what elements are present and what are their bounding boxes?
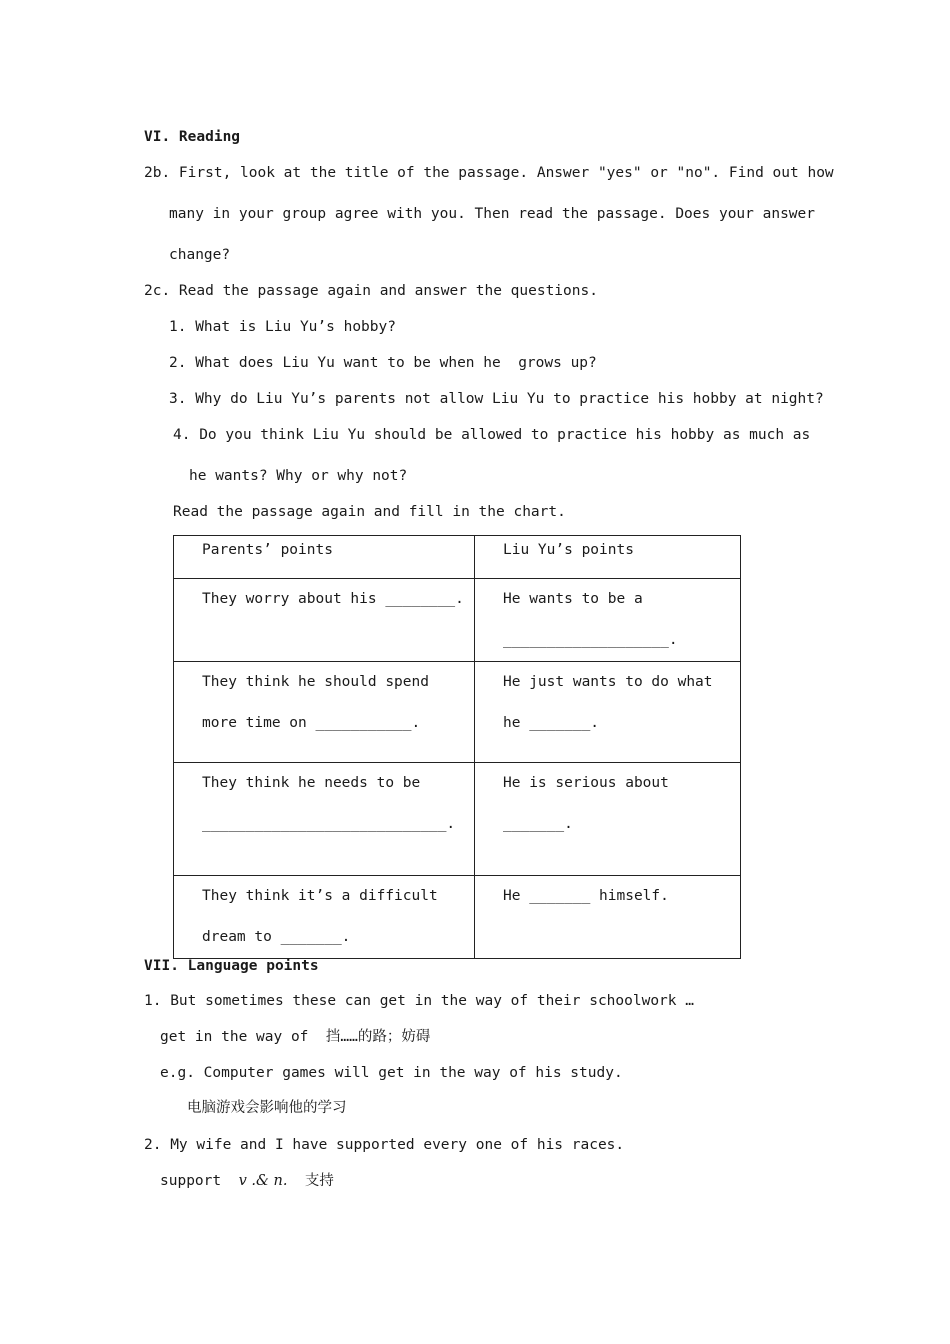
chart-row-2 (174, 662, 741, 763)
question-4: 4. Do you think Liu Yu should be allowed to practice his hobby as much as (173, 427, 811, 443)
chart-row-4 (174, 876, 741, 959)
question-2: 2. What does Liu Yu want to be when he grows up? (169, 355, 597, 371)
chart-row-1 (174, 579, 741, 662)
question-1: 1. What is Liu Yu’s hobby? (169, 319, 396, 335)
q2b-line-2: many in your group agree with you. Then read the passage. Does your answer (169, 206, 816, 222)
chart-intro: Read the passage again and fill in the chart. (173, 504, 566, 520)
q2c-instruction: 2c. Read the passage again and answer the questions. (144, 283, 598, 299)
q2b-line-3: change? (169, 247, 231, 263)
points-chart (173, 535, 741, 959)
support-part-of-speech: v .& n. (238, 1173, 288, 1189)
liu-yu-point-2: He just wants to do what he _______. (475, 662, 741, 763)
header-parents: Parents’ points (174, 536, 475, 579)
liu-yu-point-4: He _______ himself. (475, 876, 741, 959)
parents-point-2: They think he should spend more time on ___________. (174, 662, 475, 763)
language-point-1-phrase: get in the way of 挡……的路；妨碍 (160, 1029, 431, 1045)
question-4-cont: he wants? Why or why not? (189, 468, 408, 484)
liu-yu-point-1: He wants to be a ___________________. (475, 579, 741, 662)
support-meaning: 支持 (304, 1173, 334, 1189)
language-point-1: 1. But sometimes these can get in the way of their schoolwork … (144, 993, 694, 1009)
support-word: support (160, 1173, 222, 1189)
header-liu-yu: Liu Yu’s points (475, 536, 741, 579)
chart-header-row (174, 536, 741, 579)
language-point-2: 2. My wife and I have supported every one of his races. (144, 1137, 625, 1153)
language-point-2-definition (160, 1171, 334, 1191)
q2b-line-1: 2b. First, look at the title of the passage. Answer "yes" or "no". Find out how (144, 165, 834, 181)
parents-point-1: They worry about his ________. (174, 579, 475, 662)
parents-point-4: They think it’s a difficult dream to _______. (174, 876, 475, 959)
language-point-1-example: e.g. Computer games will get in the way of his study. (160, 1065, 623, 1081)
section-7-heading: VII. Language points (144, 958, 319, 974)
parents-point-3: They think he needs to be ____________________________. (174, 763, 475, 876)
language-point-1-translation: 电脑游戏会影响他的学习 (187, 1100, 347, 1116)
section-6-heading: VI. Reading (144, 129, 241, 145)
question-3: 3. Why do Liu Yu’s parents not allow Liu Yu to practice his hobby at night? (169, 391, 824, 407)
liu-yu-point-3: He is serious about _______. (475, 763, 741, 876)
chart-row-3 (174, 763, 741, 876)
